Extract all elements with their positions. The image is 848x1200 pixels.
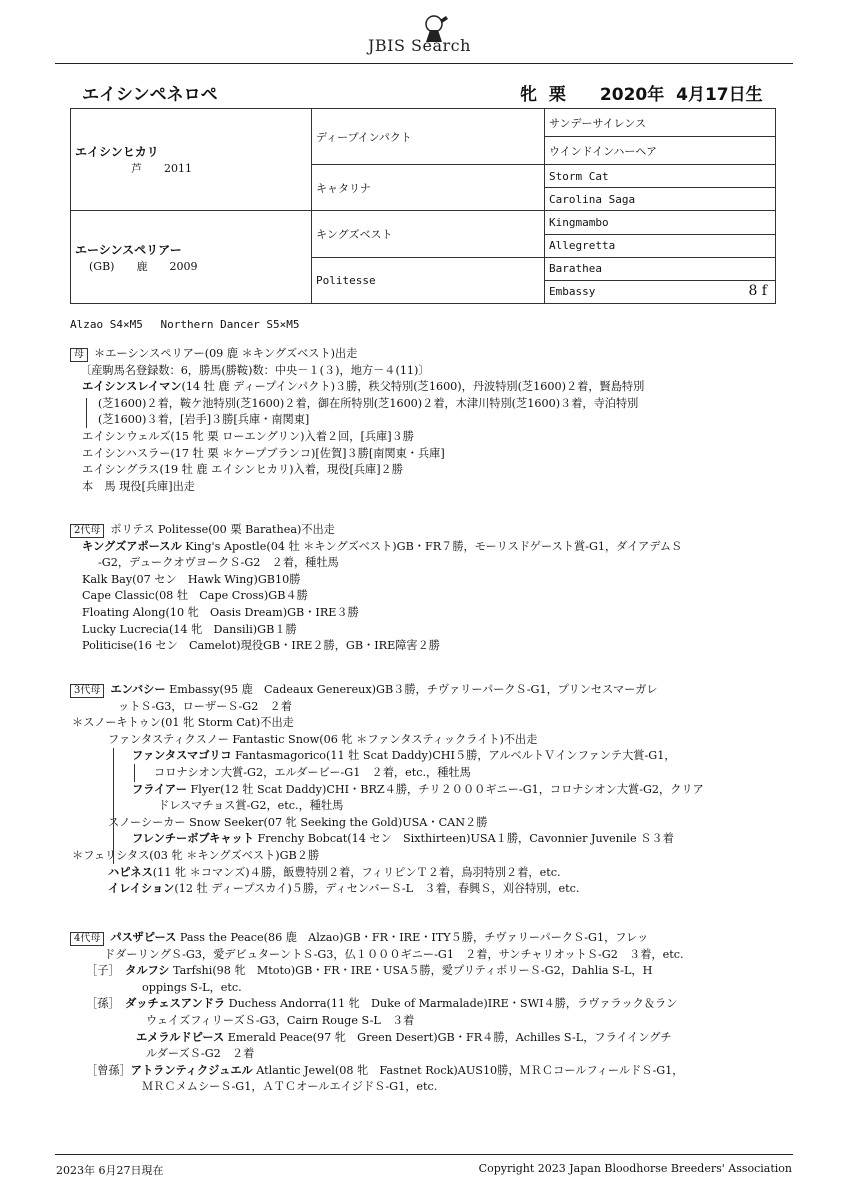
pedigree-g2-1: キャタリナ xyxy=(312,165,545,211)
pedigree-table xyxy=(70,108,776,304)
g3-line-6: コロナシオン大賞-G2，エルダービー-G1 ２着，etc.，種牡馬 xyxy=(154,765,471,779)
g2-line-8: Politicise(16 セン Camelot)現役GB・IRE２勝，GB・IRE障害２勝 xyxy=(82,639,440,653)
sire-cell xyxy=(71,109,312,211)
g3-bold-7: フライアー xyxy=(132,782,187,796)
dam-line-8: エイシングラス(19 牡 鹿 エイシンヒカリ)入着，現役[兵庫]２勝 xyxy=(82,463,403,477)
jbis-logo xyxy=(368,14,508,58)
pedigree-g3-1: ウインドインハーヘア xyxy=(545,137,776,165)
g3-text-1: Embassy(95 鹿 Cadeaux Genereux)GB３勝，チヴァリーパークＳ-G1，プリンセスマーガレ xyxy=(165,683,658,696)
g4-line-8: ルダーズＳ-G2 ２着 xyxy=(146,1047,255,1061)
g4-bold-3: タルフシ xyxy=(125,964,170,978)
dam-name: エーシンスペリアー xyxy=(75,242,182,257)
g2-text-1: ポリテス Politesse(00 栗 Barathea)不出走 xyxy=(110,523,335,536)
horse-title xyxy=(82,80,782,106)
g3-bold-1: エンバシー xyxy=(110,683,166,696)
dam-line-1 xyxy=(70,346,644,363)
g2-line-4: Kalk Bay(07 セン Hawk Wing)GB10勝 xyxy=(82,572,301,586)
g3-section xyxy=(70,682,704,898)
g4-text-5: Duchess Andorra(11 牝 Duke of Marmalade)IRE・SWI４勝，ラヴァラック＆ラン xyxy=(225,997,678,1011)
dam-line-9: 本 馬 現役[兵庫]出走 xyxy=(82,479,195,493)
g4-text-7: Emerald Peace(97 牝 Green Desert)GB・FR４勝，Achilles S-L，フライイングチ xyxy=(224,1030,672,1044)
g4-bold-9: アトランティクジュエル xyxy=(130,1063,253,1077)
g2-line-3: -G2，デュークオヴヨークＳ-G2 ２着，種牡馬 xyxy=(98,556,339,570)
g2-line-5: Cape Classic(08 牡 Cape Cross)GB４勝 xyxy=(82,589,308,603)
g3-line-3: ＊スノーキトゥン(01 牝 Storm Cat)不出走 xyxy=(72,716,294,730)
g4-line-3 xyxy=(70,963,684,980)
g4-line-5 xyxy=(70,996,684,1013)
horse-name: エイシンペネロペ xyxy=(82,85,218,105)
g4-tag: 4代母 xyxy=(70,932,104,946)
g3-bold-10: フレンチーボブキャット xyxy=(132,832,254,846)
dam-line-6: エイシンウェルズ(15 牝 栗 ローエングリン)入着２回，[兵庫]３勝 xyxy=(82,429,414,443)
dam-line-4: (芝1600)２着，鞍ケ池特別(芝1600)２着，御在所特別(芝1600)２着，木津川特別(芝1600)３着，寺泊特別 xyxy=(98,396,639,410)
pedigree-g3-2: Storm Cat xyxy=(545,165,776,188)
dam-bracket xyxy=(86,398,87,428)
footer-rule xyxy=(55,1154,793,1155)
pedigree-g3-6: Barathea xyxy=(545,257,776,280)
g4-bold-1: パスザピース xyxy=(110,931,177,944)
g2-tag: 2代母 xyxy=(70,524,104,538)
g2-line-6: Floating Along(10 牝 Oasis Dream)GB・IRE３勝 xyxy=(82,605,359,619)
dam-cell xyxy=(71,211,312,304)
g4-bold-5: ダッチェスアンドラ xyxy=(125,997,226,1011)
header-rule xyxy=(55,63,793,64)
g2-section xyxy=(70,522,682,655)
dam-text-3: (14 牡 鹿 ディープインパクト)３勝，秩父特別(芝1600)，丹波特別(芝1600)２着，賢島特別 xyxy=(181,380,645,394)
g3-text-10: Frenchy Bobcat(14 セン Sixthirteen)USA１勝，Cavonnier Juvenile Ｓ３着 xyxy=(253,832,674,846)
g3-bold-13: イレイション xyxy=(108,882,175,896)
g4-tag-3: ［子］ xyxy=(86,964,114,978)
g4-line-9 xyxy=(70,1063,684,1080)
g4-tag-9: ［曾孫］ xyxy=(86,1063,131,1077)
g3-line-12 xyxy=(70,865,704,882)
g3-line-2: ットＳ-G3，ローザーＳ-G2 ２着 xyxy=(118,699,292,713)
g2-line-1 xyxy=(70,522,682,539)
g3-line-10 xyxy=(70,831,704,848)
g3-bold-12: ハピネス xyxy=(108,865,153,879)
dam-detail: (GB) 鹿 2009 xyxy=(89,259,198,273)
pedigree-g3-3: Carolina Saga xyxy=(545,188,776,211)
horse-meta: 牝 栗 2020年 4月17日生 xyxy=(520,85,763,105)
g4-tag-5: ［孫］ xyxy=(86,997,114,1011)
g3-text-13: (12 牡 ディープスカイ)５勝，ディセンバーＳ-L ３着，春興Ｓ，刈谷特別，etc. xyxy=(174,882,580,896)
g4-text-3: Tarfshi(98 牝 Mtoto)GB・FR・IRE・USA５勝，愛プリティポリーＳ-G2，Dahlia S-L，H xyxy=(169,964,653,978)
footer-date: 2023年 6月27日現在 xyxy=(56,1164,164,1177)
pedigree-g2-0: ディープインパクト xyxy=(312,109,545,165)
g2-text-2: King's Apostle(04 牡 ＊キングズベスト)GB・FR７勝，モーリスドゲースト賞-G1，ダイアデムＳ xyxy=(181,539,683,553)
pedigree-g2-2: キングズベスト xyxy=(312,211,545,257)
g3-bracket-inner xyxy=(134,764,135,782)
pedigree-g3-0: サンデーサイレンス xyxy=(545,109,776,137)
g4-line-1 xyxy=(70,930,684,947)
g3-bracket-outer xyxy=(113,748,114,864)
g4-line-4: oppings S-L，etc. xyxy=(142,980,242,994)
g4-line-2: ドダーリングＳ-G3，愛デビュターントＳ-G3，仏１０００ギニー-G1 ２着，サンチャリオットＳ-G2 ３着，etc. xyxy=(104,947,684,961)
g3-text-12: (11 牝 ＊コマンズ)４勝，飯豊特別２着，フィリピンＴ２着，鳥羽特別２着，etc. xyxy=(152,865,561,879)
g3-text-7: Flyer(12 牡 Scat Daddy)CHI・BRZ４勝，チリ２０００ギニー-G1，コロナシオン大賞-G2，クリア xyxy=(186,782,704,796)
pedigree-g2-3: Politesse xyxy=(312,257,545,303)
dam-line-2: 〔産駒馬名登録数：6，勝馬(勝鞍)数：中央－１(３)，地方－４(11)〕 xyxy=(80,363,430,377)
logo-text: JBIS Search xyxy=(368,36,471,55)
pedigree-g3-7: Embassy xyxy=(549,285,596,299)
pedigree-g3-4: Kingmambo xyxy=(545,211,776,234)
pedigree-g3-5: Allegretta xyxy=(545,234,776,257)
g3-line-5 xyxy=(70,748,704,765)
dam-tag: 母 xyxy=(70,348,88,362)
dam-bold-3: エイシンスレイマン xyxy=(82,380,182,394)
g3-text-5: Fantasmagorico(11 牡 Scat Daddy)CHI５勝，アルベルトＶインファンテ大賞-G1， xyxy=(231,749,676,763)
dam-line-7: エイシンハスラー(17 牡 栗 ＊ケープブランコ)[佐賀]３勝[南関東・兵庫] xyxy=(82,446,445,460)
g4-text-1: Pass the Peace(86 鹿 Alzao)GB・FR・IRE・ITY５勝，チヴァリーパークＳ-G1，フレッ xyxy=(176,931,649,944)
sire-name: エイシンヒカリ xyxy=(75,145,159,160)
g4-text-9: Atlantic Jewel(08 牝 Fastnet Rock)AUS10勝，ＭＲＣコールフィールドＳ-G1， xyxy=(252,1063,684,1077)
g3-line-7 xyxy=(70,782,704,799)
g3-line-1 xyxy=(70,682,704,699)
g4-line-7 xyxy=(70,1030,684,1047)
g4-bold-7: エメラルドピース xyxy=(136,1030,225,1044)
g3-line-4: ファンタスティクスノー Fantastic Snow(06 牝 ＊ファンタスティックライト)不出走 xyxy=(108,732,538,746)
dam-section xyxy=(70,346,644,495)
g3-line-13 xyxy=(70,881,704,898)
g3-line-11: ＊フェリシタス(03 牝 ＊キングズベスト)GB２勝 xyxy=(72,848,320,862)
g4-section xyxy=(70,930,684,1096)
g4-line-6: ウェイズフィリーズＳ-G3，Cairn Rouge S-L ３着 xyxy=(146,1013,415,1027)
g4-line-10: ＭＲＣメムシーＳ-G1，ＡＴＣオールエイジドＳ-G1，etc. xyxy=(142,1080,438,1094)
g2-line-2 xyxy=(70,539,682,556)
g3-bold-5: ファンタスマゴリコ xyxy=(132,749,232,763)
inbreeding: Alzao S4×M5 Northern Dancer S5×M5 xyxy=(70,318,300,331)
sire-detail: 芦 2011 xyxy=(131,162,192,176)
g3-line-9: スノーシーカー Snow Seeker(07 牝 Seeking the Gold)USA・CAN２勝 xyxy=(108,815,488,829)
dam-text-1: ＊エーシンスペリアー(09 鹿 ＊キングズベスト)出走 xyxy=(94,347,358,360)
pedigree-g3-7-cell xyxy=(545,280,776,303)
family-number: 8 f xyxy=(748,282,767,299)
g2-line-7: Lucky Lucrecia(14 牝 Dansili)GB１勝 xyxy=(82,622,297,636)
g3-line-8: ドレスマチョス賞-G2，etc.，種牡馬 xyxy=(158,799,344,813)
dam-line-5: (芝1600)３着，[岩手]３勝[兵庫・南関東] xyxy=(98,413,310,427)
g3-tag: 3代母 xyxy=(70,684,104,698)
g2-bold-2: キングズアポースル xyxy=(82,539,182,553)
dam-line-3 xyxy=(70,379,644,396)
footer-copyright: Copyright 2023 Japan Bloodhorse Breeders' Association xyxy=(478,1162,792,1175)
